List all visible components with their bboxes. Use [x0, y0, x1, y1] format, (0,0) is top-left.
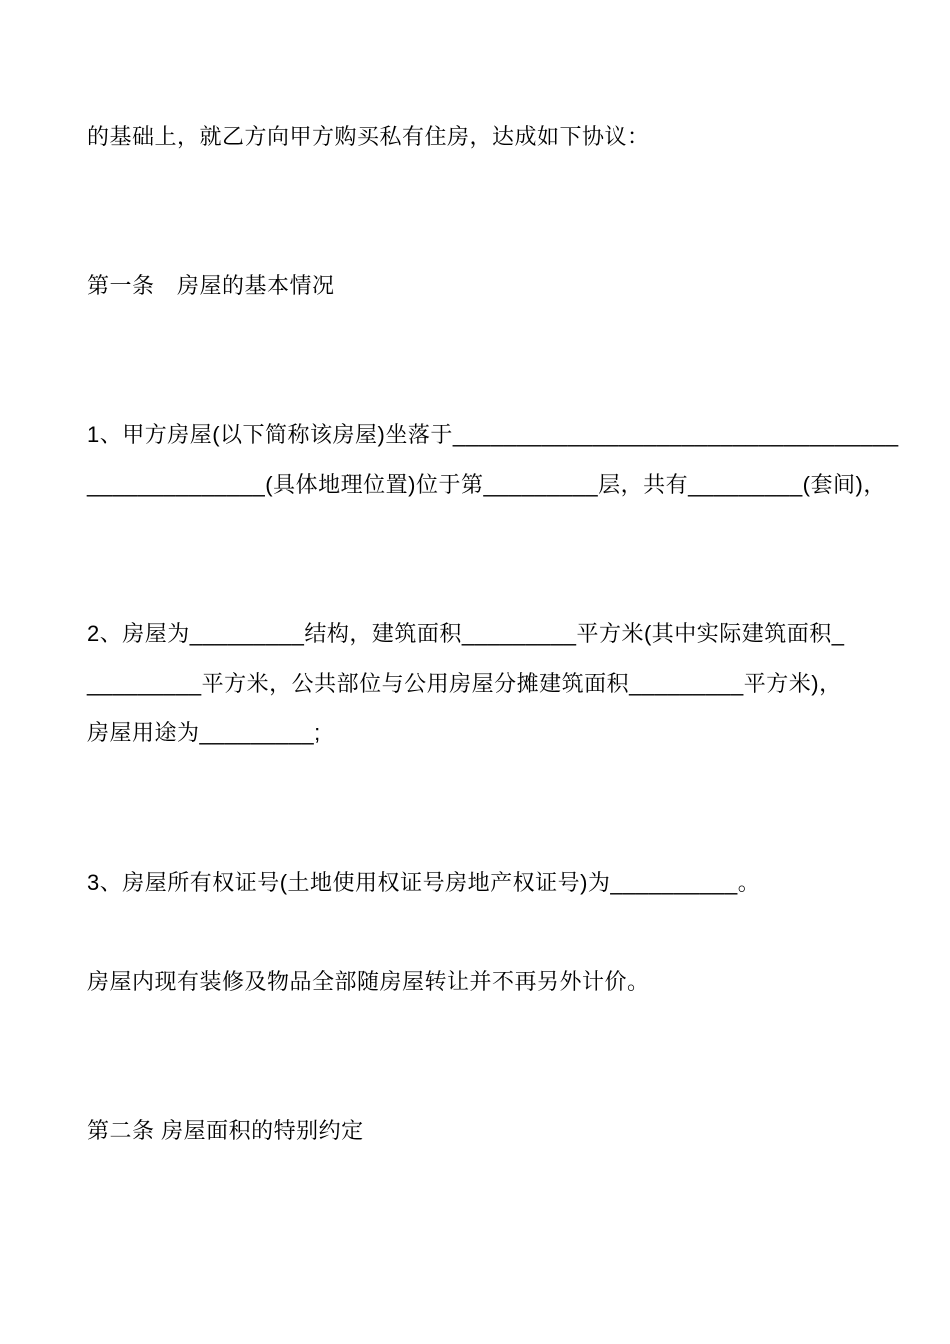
- intro-line: 的基础上，就乙方向甲方购买私有住房，达成如下协议：: [87, 124, 650, 149]
- clause-2-line-2: _________平方米，公共部位与公用房屋分摊建筑面积_________平方米)，: [87, 671, 842, 696]
- clause-1-line-1: 1、甲方房屋(以下简称该房屋)坐落于___________________________________: [87, 422, 899, 447]
- clause-1-line-2: ______________(具体地理位置)位于第_________层，共有_________(套间)，: [87, 472, 886, 497]
- clause-3-line: 3、房屋所有权证号(土地使用权证号房地产权证号)为__________。: [87, 870, 761, 895]
- decoration-note: 房屋内现有装修及物品全部随房屋转让并不再另外计价。: [87, 969, 650, 994]
- article-2-heading: 第二条 房屋面积的特别约定: [87, 1118, 364, 1143]
- article-1-heading: 第一条 房屋的基本情况: [87, 273, 335, 298]
- clause-2-line-3: 房屋用途为_________;: [87, 720, 321, 745]
- clause-2-line-1: 2、房屋为_________结构，建筑面积_________平方米(其中实际建筑面积_: [87, 621, 845, 646]
